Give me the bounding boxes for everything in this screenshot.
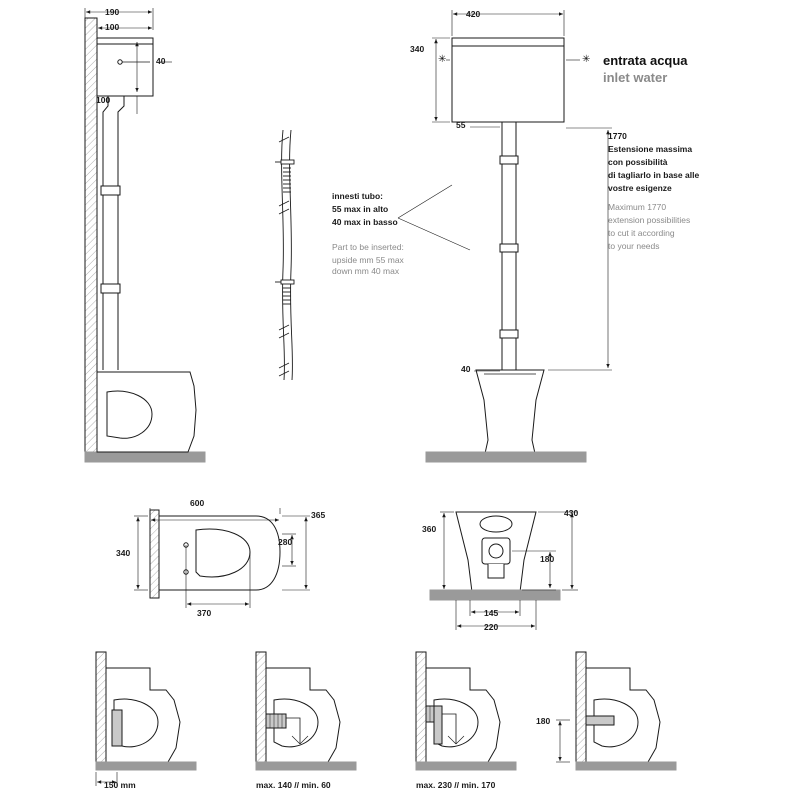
pipe-detail-title-en: Part to be inserted: — [332, 242, 404, 252]
asterisk-left-icon: ✳ — [438, 54, 447, 65]
dim-plan-340: 340 — [116, 548, 131, 558]
dim-cistern-width-100: 100 — [105, 22, 120, 32]
label-inlet-it: entrata acqua — [603, 53, 688, 68]
dim-plan-280: 280 — [278, 537, 293, 547]
dim-rear-145: 145 — [484, 608, 499, 618]
bottom-section-2 — [256, 652, 356, 770]
dim-cistern-height-100: 100 — [96, 95, 111, 105]
dim-width-190: 190 — [105, 7, 120, 17]
pipe-detail-line2-it: 40 max in basso — [332, 217, 398, 227]
asterisk-right-icon: ✳ — [582, 54, 591, 65]
dim-plan-370: 370 — [197, 608, 212, 618]
dim-pipe-top-55: 55 — [456, 120, 466, 130]
pipe-detail-drawing — [275, 130, 294, 380]
label-section-1: 150 mm — [104, 780, 136, 790]
label-section-3: max. 230 // min. 170 — [416, 780, 496, 790]
ext-it-line3: di tagliarlo in base alle — [608, 170, 700, 180]
plan-view — [150, 510, 280, 598]
pipe-detail-title-it: innesti tubo: — [332, 191, 383, 201]
label-section-2: max. 140 // min. 60 — [256, 780, 331, 790]
ext-en-line4: to your needs — [608, 241, 660, 251]
pipe-detail-line1-en: upside mm 55 max — [332, 255, 404, 265]
dim-pipe-bottom-40: 40 — [461, 364, 471, 374]
ext-en-line2: extension possibilities — [608, 215, 691, 225]
dim-inlet-40: 40 — [156, 56, 166, 66]
dim-cistern-height-340: 340 — [410, 44, 425, 54]
pipe-detail-line1-it: 55 max in alto — [332, 204, 389, 214]
pipe-detail-line2-en: down mm 40 max — [332, 266, 400, 276]
dim-cistern-width-420: 420 — [466, 9, 481, 19]
bottom-section-3 — [416, 652, 516, 770]
ext-value-1770: 1770 — [608, 131, 627, 141]
dim-rear-430: 430 — [564, 508, 579, 518]
ext-en-line1: Maximum 1770 — [608, 202, 667, 212]
dim-rear-180: 180 — [540, 554, 555, 564]
dim-plan-365: 365 — [311, 510, 326, 520]
left-wall — [85, 18, 97, 462]
label-section-4: 180 — [536, 716, 551, 726]
ext-en-line3: to cut it according — [608, 228, 675, 238]
label-inlet-en: inlet water — [603, 70, 668, 85]
ext-it-line2: con possibilità — [608, 157, 668, 167]
ext-it-line1: Estensione massima — [608, 144, 693, 154]
dim-rear-360: 360 — [422, 524, 437, 534]
bottom-section-4 — [556, 652, 676, 770]
dim-rear-220: 220 — [484, 622, 499, 632]
right-elevation — [426, 38, 586, 462]
ext-it-line4: vostre esigenze — [608, 183, 672, 193]
dim-plan-600: 600 — [190, 498, 205, 508]
bottom-section-1 — [96, 652, 196, 786]
